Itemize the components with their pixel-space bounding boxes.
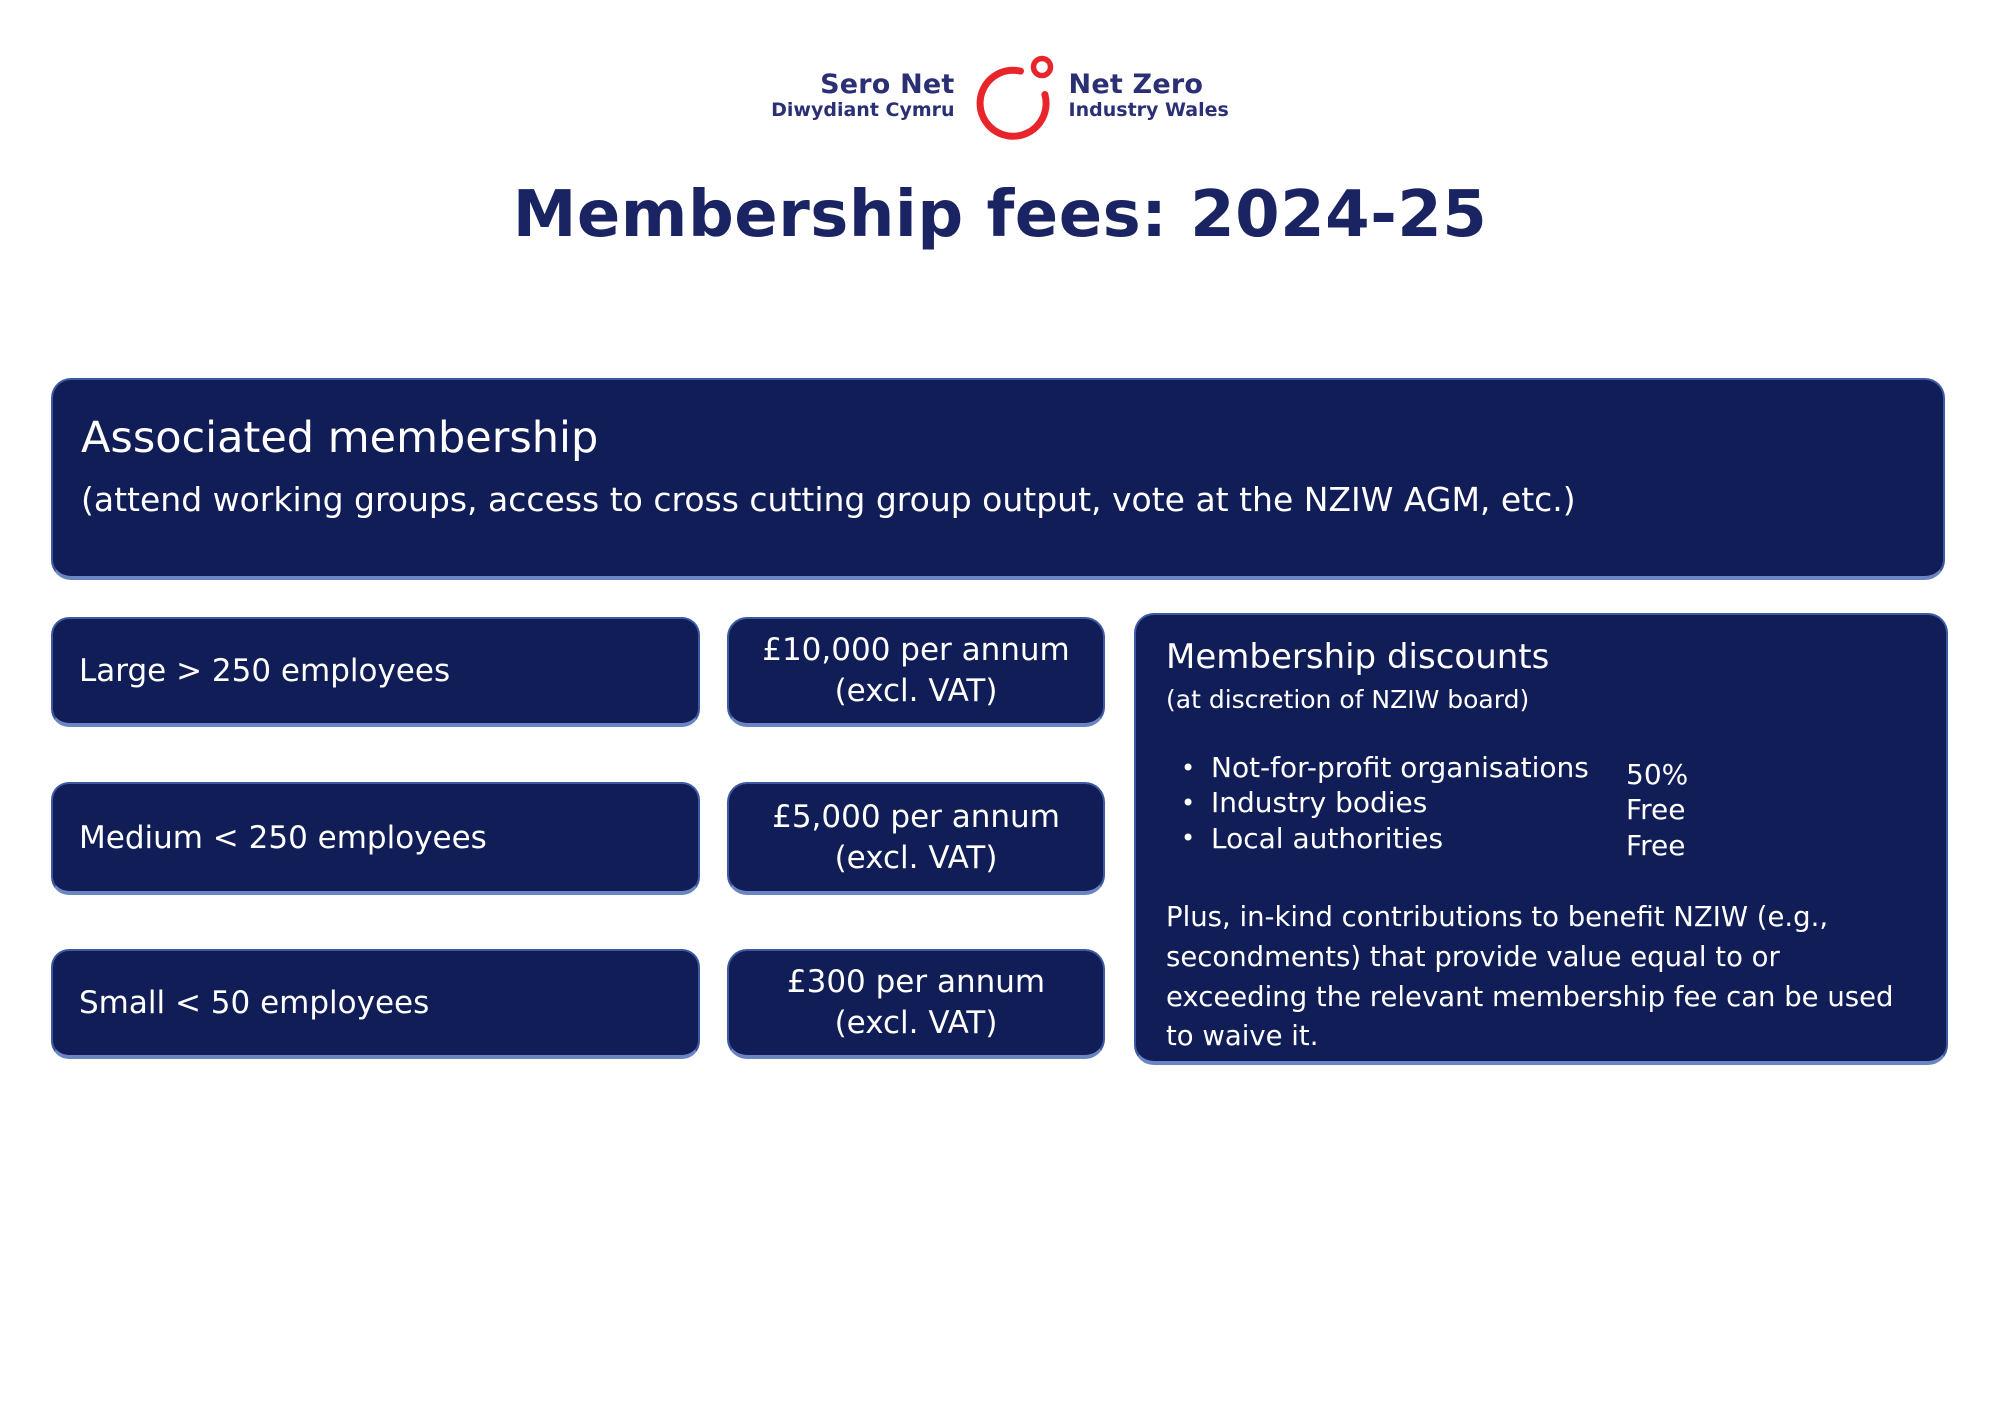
associated-membership-heading: Associated membership [81, 413, 599, 463]
bullet-icon: • [1181, 824, 1196, 853]
tier-small-box [51, 949, 700, 1059]
tier-medium-box [51, 782, 700, 895]
associated-membership-banner [51, 378, 1945, 580]
tier-small-price: £300 per annum [786, 964, 1046, 1001]
tier-medium-price-box [727, 782, 1105, 895]
logo-text-english [1069, 70, 1229, 122]
logo-text-welsh [771, 70, 954, 122]
tier-medium-price: £5,000 per annum [772, 798, 1060, 835]
logo-sero-net: Sero Net [820, 69, 955, 101]
bullet-icon: • [1181, 788, 1196, 817]
tier-medium-vat-note: (excl. VAT) [834, 839, 998, 876]
tier-large-price-box [727, 617, 1105, 727]
discount-label-industry-bodies: Industry bodies [1211, 786, 1428, 820]
logo-diwydiant-cymru: Diwydiant Cymru [771, 99, 955, 122]
discount-value-local-authorities: Free [1626, 828, 1686, 862]
tier-large-vat-note: (excl. VAT) [834, 673, 998, 709]
tier-small-price-box [727, 949, 1105, 1059]
discount-label-not-for-profit: Not-for-profit organisations [1211, 751, 1589, 784]
tier-small-vat-note: (excl. VAT) [834, 1005, 998, 1041]
tier-large-label: Large > 250 employees [79, 653, 451, 689]
tier-medium-label: Medium < 250 employees [79, 819, 487, 856]
logo-net-zero: Net Zero [1068, 69, 1204, 101]
tier-large-box [51, 617, 700, 727]
membership-discounts-panel [1134, 613, 1948, 1065]
discounts-subheading: (at discretion of NZIW board) [1166, 685, 1530, 714]
tier-large-price: £10,000 per annum [762, 632, 1070, 669]
discounts-heading: Membership discounts [1166, 637, 1550, 677]
logo-industry-wales: Industry Wales [1068, 99, 1229, 122]
in-kind-contributions-note: Plus, in-kind contributions to benefit NZIW (e.g., secondments) that provide value equal to or exceeding the relevant membership fee can be used to waive it. [1166, 900, 1894, 1053]
tier-small-label: Small < 50 employees [79, 985, 430, 1021]
associated-membership-subheading: (attend working groups, access to cross cutting group output, vote at the NZIW AGM, etc.) [81, 480, 1576, 520]
page-title: Membership fees: 2024-25 [512, 178, 1488, 252]
discount-value-industry-bodies: Free [1626, 793, 1686, 827]
net-zero-ring-icon [965, 48, 1059, 144]
bullet-icon: • [1181, 753, 1196, 782]
list-item [1181, 750, 1918, 791]
logo [0, 48, 2000, 144]
discounts-list [1181, 750, 1918, 862]
discount-label-local-authorities: Local authorities [1211, 821, 1444, 855]
discount-value-not-for-profit: 50% [1626, 758, 1689, 791]
